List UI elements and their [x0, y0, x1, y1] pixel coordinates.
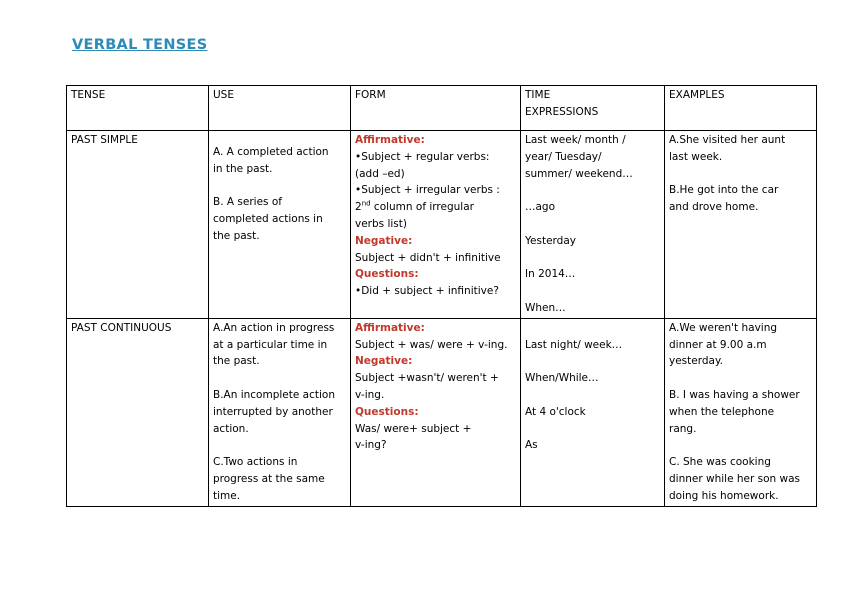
time-line: Last week/ month /	[525, 134, 626, 146]
time-line: At 4 o'clock	[525, 405, 586, 418]
example-line: C. She was cooking	[669, 456, 771, 469]
example-line: dinner at 9.00 a.m	[669, 338, 767, 351]
examples-cell-past-simple	[665, 131, 817, 319]
time-cell-past-continuous	[521, 318, 665, 506]
form-line	[355, 199, 516, 216]
form-line-rest: column of irregular	[370, 201, 474, 214]
tense-name-past-continuous: PAST CONTINUOUS	[67, 318, 209, 506]
example-line: dinner while her son was	[669, 472, 801, 485]
header-form: FORM	[351, 86, 521, 131]
example-line: B.He got into the car	[669, 184, 779, 197]
use-line: action.	[213, 422, 249, 435]
example-line: yesterday.	[669, 355, 724, 368]
form-line: •Subject + regular verbs:	[355, 150, 490, 163]
example-line: B. I was having a shower	[669, 388, 800, 401]
header-tense: TENSE	[67, 86, 209, 131]
use-line: at a particular time in	[213, 338, 328, 351]
example-line: A.We weren't having	[669, 321, 778, 334]
time-line: year/ Tuesday/	[525, 150, 602, 163]
time-line: …ago	[525, 201, 556, 214]
example-line: when the telephone	[669, 405, 775, 418]
time-cell-past-simple	[521, 131, 665, 319]
use-line: completed actions in	[213, 213, 323, 226]
example-line: rang.	[669, 422, 697, 435]
time-line: When…	[525, 301, 566, 314]
form-line: •Did + subject + infinitive?	[355, 285, 499, 298]
use-line: B.An incomplete action	[213, 388, 335, 401]
form-cell-past-continuous	[351, 318, 521, 506]
time-line: In 2014…	[525, 268, 576, 281]
use-line: B. A series of	[213, 196, 282, 209]
header-time-line1: TIME	[525, 89, 551, 101]
questions-label: Questions:	[355, 405, 419, 418]
use-cell-past-continuous	[209, 318, 351, 506]
form-line: Subject + didn't + infinitive	[355, 251, 501, 264]
form-line: Subject + was/ were + v-ing.	[355, 338, 508, 351]
form-line: Was/ were+ subject +	[355, 422, 472, 435]
header-row	[67, 86, 817, 131]
use-line: time.	[213, 489, 241, 502]
form-line: Subject +wasn't/ weren't +	[355, 372, 499, 385]
use-line: A.An action in progress	[213, 321, 335, 334]
ordinal-number: 2	[355, 201, 362, 214]
example-line: doing his homework.	[669, 489, 779, 502]
time-line: summer/ weekend…	[525, 167, 633, 180]
header-time-line2: EXPRESSIONS	[525, 105, 599, 118]
use-line: the past.	[213, 355, 260, 368]
header-use: USE	[209, 86, 351, 131]
tense-name-past-simple: PAST SIMPLE	[67, 131, 209, 319]
form-line: v-ing.	[355, 388, 385, 401]
table-row-past-continuous	[67, 318, 817, 506]
time-line: When/While…	[525, 372, 599, 385]
use-line: in the past.	[213, 162, 273, 175]
time-line: Yesterday	[525, 234, 576, 247]
questions-label: Questions:	[355, 268, 419, 281]
document-title: VERBAL TENSES	[72, 37, 208, 53]
header-examples: EXAMPLES	[665, 86, 817, 131]
use-cell-past-simple	[209, 131, 351, 319]
table-row-past-simple	[67, 131, 817, 319]
example-line: A.She visited her aunt	[669, 134, 786, 146]
time-line: As	[525, 439, 538, 452]
use-line: C.Two actions in	[213, 456, 298, 469]
verbal-tenses-table	[66, 85, 817, 507]
form-line: •Subject + irregular verbs :	[355, 184, 500, 197]
time-line: Last night/ week…	[525, 338, 623, 351]
affirmative-label: Affirmative:	[355, 321, 425, 334]
form-line: (add –ed)	[355, 167, 405, 180]
use-line: the past.	[213, 229, 260, 242]
form-line: v-ing?	[355, 439, 387, 452]
use-line: A. A completed action	[213, 146, 329, 158]
use-line: interrupted by another	[213, 405, 333, 418]
example-line: and drove home.	[669, 201, 759, 214]
negative-label: Negative:	[355, 234, 413, 247]
example-line: last week.	[669, 150, 723, 163]
form-cell-past-simple	[351, 131, 521, 319]
negative-label: Negative:	[355, 355, 413, 368]
examples-cell-past-continuous	[665, 318, 817, 506]
header-time-expressions	[521, 86, 665, 131]
ordinal-suffix: nd	[361, 199, 371, 208]
use-line: progress at the same	[213, 472, 325, 485]
affirmative-label: Affirmative:	[355, 134, 425, 146]
form-line: verbs list)	[355, 217, 407, 230]
